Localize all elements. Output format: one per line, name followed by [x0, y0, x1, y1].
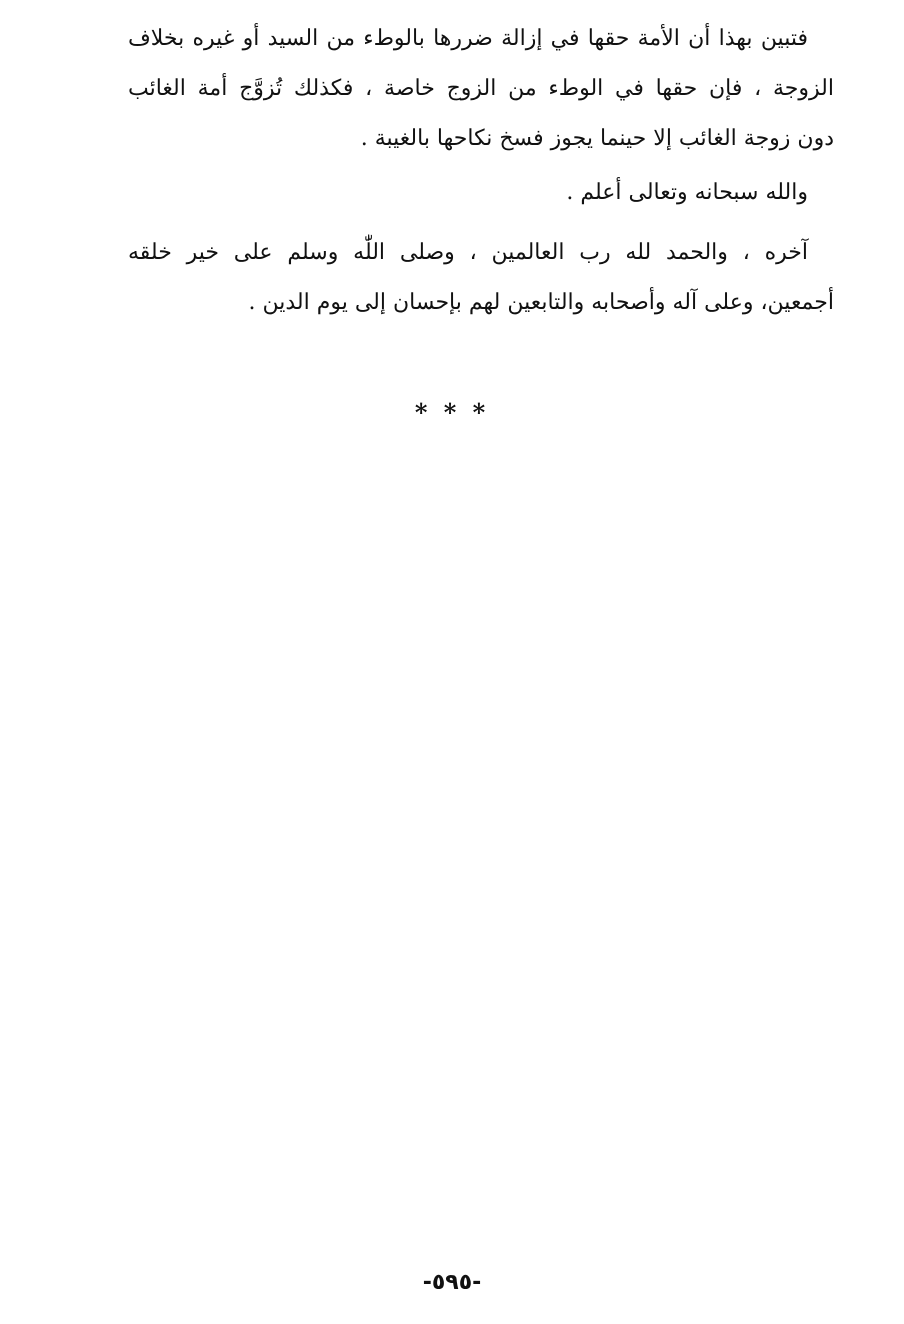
- paragraph-3-line-1: [128, 228, 834, 278]
- paragraph-1-line-3: دون زوجة الغائب إلا حينما يجوز فسخ نكاحها بالغيبة .: [360, 126, 834, 151]
- section-separator: * * *: [414, 398, 490, 427]
- paragraph-2-line-1-text: والله سبحانه وتعالى أعلم .: [566, 180, 808, 205]
- paragraph-3: [128, 228, 834, 328]
- paragraph-2: [128, 168, 834, 218]
- paragraph-1-line-2: الزوجة ، فإن حقها في الوطء من الزوج خاصة ، فكذلك تُزوَّج أمة الغائب: [128, 76, 834, 101]
- paragraph-1-line-1-text: فتبين بهذا أن الأمة حقها في إزالة ضررها بالوطء من السيد أو غيره بخلاف: [128, 26, 808, 51]
- paragraph-1-line-1: [128, 14, 834, 64]
- paragraph-3-line-1-text: آخره ، والحمد لله رب العالمين ، وصلى اللّٰه وسلم على خير خلقه: [128, 240, 808, 265]
- paragraph-3-line-2: أجمعين، وعلى آله وأصحابه والتابعين لهم بإحسان إلى يوم الدين .: [248, 290, 834, 315]
- paragraph-2-line-1: [128, 168, 834, 218]
- paragraph-1: [128, 14, 834, 164]
- page-number: -٥٩٥-: [422, 1270, 482, 1295]
